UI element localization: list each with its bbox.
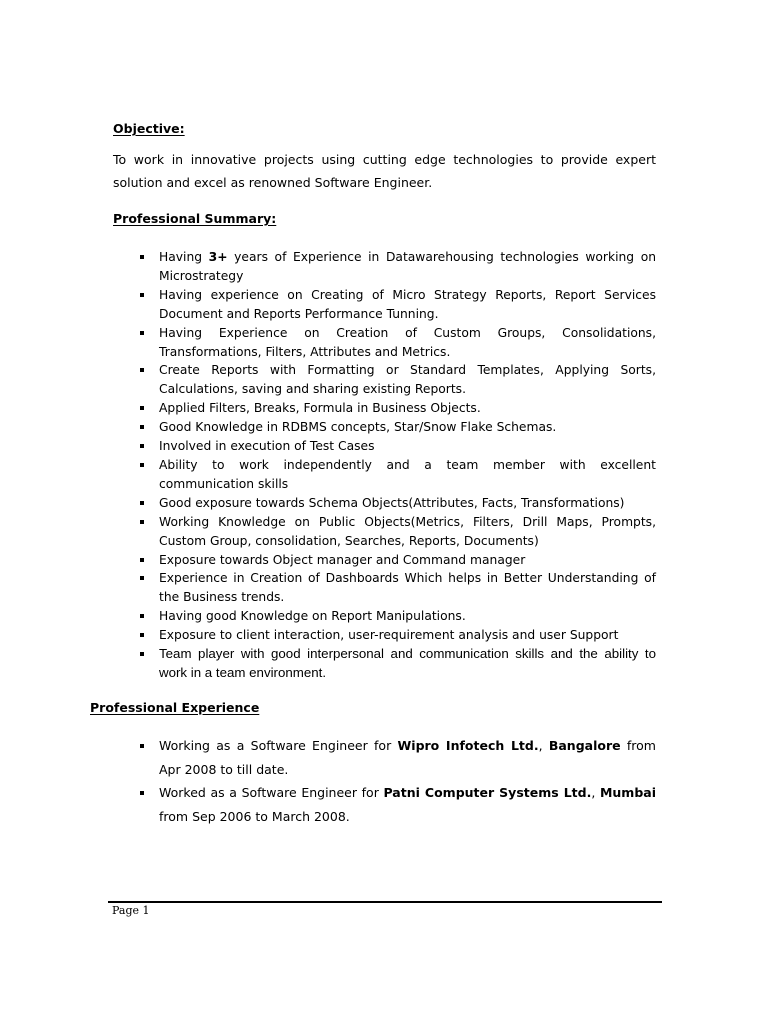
page-number: Page 1: [112, 904, 150, 917]
item-text: Exposure to client interaction, user-requirement analysis and user Support: [159, 628, 619, 643]
bullet-icon: [140, 331, 144, 335]
summary-item: [139, 399, 656, 418]
bullet-icon: [140, 255, 144, 259]
experience-item: [139, 781, 656, 828]
summary-item: [139, 551, 656, 570]
item-text: years of Experience in Datawarehousing technologies working on Microstrategy: [159, 250, 657, 283]
bullet-icon: [140, 520, 144, 524]
item-text: Working Knowledge on Public Objects(Metrics, Filters, Drill Maps, Prompts, Custom Group, consolidation, Searches, Reports, Documents): [159, 514, 656, 548]
bullet-icon: [140, 406, 144, 410]
bullet-icon: [140, 293, 144, 297]
bold-text: Wipro Infotech Ltd.: [397, 738, 539, 753]
professional-experience-list: [139, 734, 656, 828]
summary-item: [139, 569, 656, 607]
item-text: Exposure towards Object manager and Command manager: [159, 552, 526, 567]
summary-item: [139, 286, 656, 324]
bold-text: Patni Computer Systems Ltd.: [383, 785, 592, 800]
bullet-icon: [140, 576, 144, 580]
item-text: Good Knowledge in RDBMS concepts, Star/Snow Flake Schemas.: [159, 420, 557, 435]
bullet-icon: [140, 614, 144, 618]
summary-item: [139, 494, 656, 513]
summary-item: [139, 361, 656, 399]
bullet-icon: [140, 791, 144, 795]
summary-item: [139, 248, 656, 286]
item-text: ,: [538, 738, 549, 753]
bullet-icon: [140, 425, 144, 429]
bullet-icon: [140, 558, 144, 562]
item-text: ,: [591, 785, 600, 800]
summary-item: [139, 607, 656, 626]
summary-item: [139, 513, 656, 551]
item-text: Having good Knowledge on Report Manipulations.: [159, 609, 466, 624]
bullet-icon: [140, 501, 144, 505]
item-text: Worked as a Software Engineer for: [159, 785, 384, 800]
item-text: Applied Filters, Breaks, Formula in Business Objects.: [159, 401, 481, 416]
bold-text: 3+: [208, 250, 228, 264]
item-text: Experience in Creation of Dashboards Which helps in Better Understanding of the Business trends.: [159, 571, 656, 605]
summary-item: [139, 626, 656, 645]
bullet-icon: [140, 463, 144, 467]
bullet-icon: [140, 652, 144, 656]
item-text: Create Reports with Formatting or Standard Templates, Applying Sorts, Calculations, saving and sharing existing Reports.: [159, 363, 656, 397]
summary-item: [139, 324, 656, 362]
item-text: Involved in execution of Test Cases: [159, 439, 375, 454]
bullet-icon: [140, 633, 144, 637]
professional-summary-heading: Professional Summary:: [113, 211, 277, 226]
item-text: from Apr 2008 to till date.: [159, 738, 656, 777]
item-text: Having: [159, 250, 209, 264]
item-text: Good exposure towards Schema Objects(Attributes, Facts, Transformations): [159, 495, 625, 510]
professional-summary-list: [139, 248, 656, 683]
item-text: Having experience on Creating of Micro Strategy Reports, Report Services Document and Reports Performance Tunning.: [159, 287, 656, 321]
objective-heading: Objective:: [113, 121, 185, 136]
summary-item: [139, 437, 656, 456]
experience-item: [139, 734, 656, 781]
summary-item: [139, 418, 656, 437]
bullet-icon: [140, 368, 144, 372]
professional-experience-heading: Professional Experience: [90, 700, 260, 715]
bullet-icon: [140, 444, 144, 448]
summary-item: [139, 456, 656, 494]
bold-text: Bangalore: [548, 738, 621, 753]
objective-text: To work in innovative projects using cutting edge technologies to provide expert solution and excel as renowned Software Engineer.: [113, 152, 656, 190]
bullet-icon: [140, 744, 144, 748]
item-text: Having Experience on Creation of Custom Groups, Consolidations, Transformations, Filters, Attributes and Metrics.: [159, 325, 656, 359]
footer-divider: [108, 901, 662, 903]
item-text: Working as a Software Engineer for: [159, 738, 398, 753]
item-text: Ability to work independently and a team member with excellent communication skills: [159, 457, 656, 491]
summary-item: [139, 645, 656, 683]
item-text: from Sep 2006 to March 2008.: [159, 808, 350, 824]
bold-text: Mumbai: [599, 785, 656, 800]
item-text: Team player with good interpersonal and communication skills and the ability to work in a team environment.: [159, 646, 656, 680]
